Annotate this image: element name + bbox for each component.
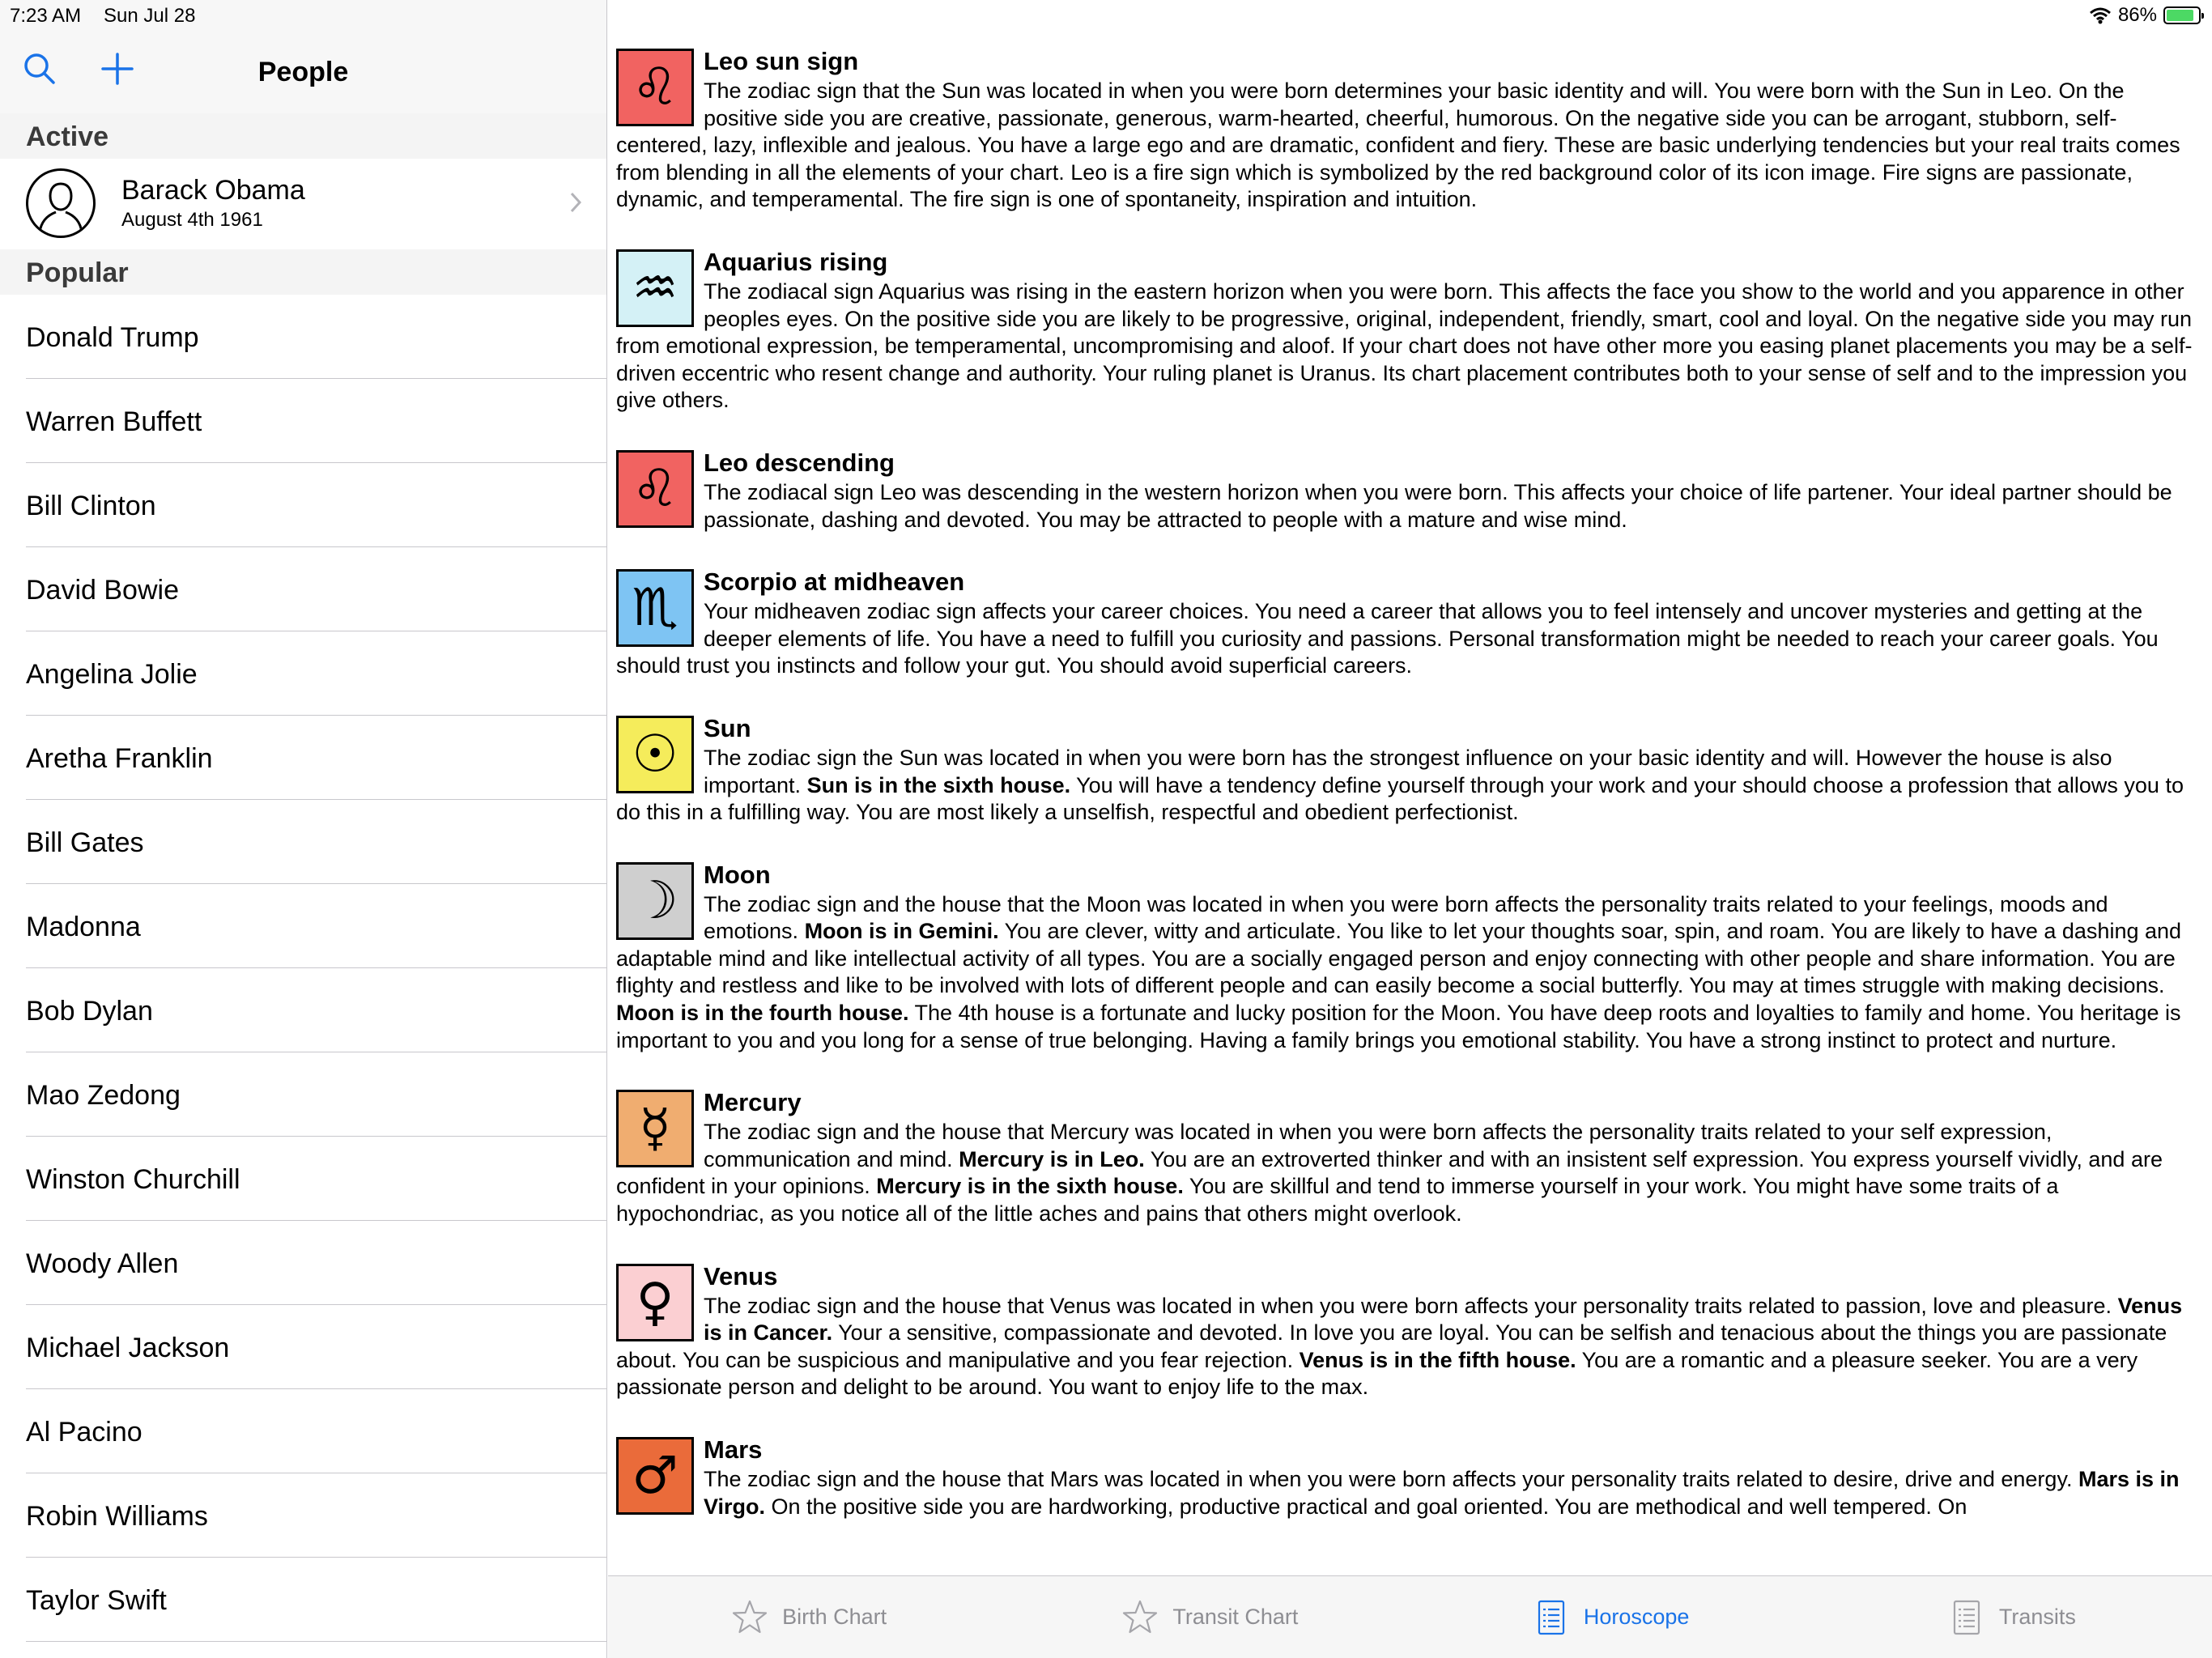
sidebar-title: People (257, 57, 349, 87)
horoscope-entry (616, 859, 2204, 1055)
horoscope-content[interactable] (608, 32, 2212, 1575)
entry-title: Sun (704, 713, 751, 742)
list-item[interactable] (0, 1558, 606, 1642)
entry-text: You are a romantic and a pleasure seeker. You are a very passionate person and delight to be around. You want to enjoy life to the max. (616, 1347, 2138, 1400)
entry-highlight: Moon is in the fourth house. (616, 1001, 909, 1026)
avatar (26, 168, 96, 238)
entry-highlight: Mars is in Virgo. (704, 1467, 2180, 1519)
entry-text: The zodiac sign and the house that the Moon was located in when you were born affects the personality traits related to your feelings, moods and emotions. (704, 891, 2108, 944)
tab-label: Birth Chart (782, 1605, 887, 1629)
tab-label: Horoscope (1583, 1605, 1690, 1629)
entry-text: The zodiac sign the Sun was located in when you were born has the strongest influence on your basic identity and will. However the house is also important. (704, 745, 2112, 797)
entry-text: The zodiac sign and the house that Venus was located in when you were born affects your personality traits related to passion, love and pleasure. (704, 1293, 2118, 1318)
tab-transit-chart[interactable] (1009, 1576, 1410, 1658)
list-item[interactable] (0, 295, 606, 379)
list-item[interactable] (0, 631, 606, 716)
active-section-header: Active (0, 113, 606, 159)
status-bar (0, 0, 2212, 32)
entry-text: You will have a tendency define yourself through your work and your should choose a profession that allows you to do this in a fulfilling way. You are most likely a unselfish, respectful and obedient perfectionist. (616, 772, 2184, 825)
leo-icon: ♌ (616, 49, 694, 126)
tab-bar (608, 1575, 2212, 1658)
tab-transits[interactable] (1811, 1576, 2212, 1658)
moon-icon: ☽ (616, 862, 694, 940)
active-person-name: Barack Obama (121, 175, 305, 206)
horoscope-entry (616, 566, 2204, 680)
person-name: Mao Zedong (26, 1080, 181, 1111)
list-icon (1532, 1598, 1571, 1637)
list-item[interactable] (0, 547, 606, 631)
person-name: Bob Dylan (26, 996, 153, 1027)
entry-highlight: Sun is in the sixth house. (806, 772, 1071, 797)
person-name: Angelina Jolie (26, 659, 198, 690)
sun-icon: ☉ (616, 716, 694, 793)
entry-text: The zodiac sign and the house that Mercury was located in when you were born affects the personality traits related to your self expression, communication and mind. (704, 1120, 2052, 1171)
mercury-icon: ☿ (616, 1090, 694, 1167)
entry-title: Aquarius rising (704, 247, 888, 276)
entry-text: Your midheaven zodiac sign affects your career choices. You need a career that allows you to feel intensely and uncover mysteries and getting at the deeper elements of life. You have a need to fulfill you curiosity and passions. Personal transformation might be needed to reach your career goals. You should trust you instincts and follow your gut. You should avoid superficial careers. (616, 599, 2159, 678)
entry-text: The zodiacal sign Leo was descending in the western horizon when you were born. This affects your choice of life partener. Your ideal partner should be passionate, dashing and devoted. You may be attracted to people with a mature and wise mind. (704, 479, 2172, 532)
list-item[interactable] (0, 1305, 606, 1389)
entry-title: Moon (704, 860, 771, 889)
list-icon (1947, 1598, 1986, 1637)
entry-title: Mercury (704, 1088, 802, 1117)
person-name: Madonna (26, 912, 141, 942)
entry-text: The zodiacal sign Aquarius was rising in the eastern horizon when you were born. This affects the face you show to the world and you apparence in other peoples eyes. On the positive side you are likely to be progressive, original, independent, friendly, smart, cool and loyal. On the negative side you may run from emotional expression, be temperamental, uncompromising and aloof. If your chart does not have other more you easing planet placements you may be a self-driven eccentric who resent change and authority. Your ruling planet is Uranus. Its chart placement contributes both to your sense of self and to the impression you give others. (616, 278, 2193, 413)
wifi-icon (2089, 6, 2112, 24)
list-item[interactable] (0, 1221, 606, 1305)
horoscope-entry (616, 246, 2204, 414)
person-name: Bill Clinton (26, 491, 156, 521)
entry-text: You are clever, witty and articulate. You like to let your thoughts soar, spin, and roam. You are likely to have a dashing and adaptable mind and like intellectual activity of all types. You are a socially engaged person and enjoy connecting with other people and share information. You are flighty and restless and like to be involved with lots of different people and can easily become a social butterfly. You may at times struggle with making decisions. (616, 919, 2182, 998)
popular-people-list (0, 295, 606, 1642)
entry-text: The 4th house is a fortunate and lucky position for the Moon. You have deep roots and loyalties to family and home. You heritage is important to you and you long for a sense of true belonging. Having a family brings you emotional stability. You have a strong instinct to protect and nurture. (616, 1001, 2181, 1052)
person-name: Taylor Swift (26, 1585, 167, 1616)
entry-highlight: Venus is in the fifth house. (1299, 1347, 1576, 1372)
horoscope-entry (616, 1261, 2204, 1401)
horoscope-entry (616, 1086, 2204, 1227)
entry-title: Leo sun sign (704, 47, 859, 75)
people-sidebar (0, 0, 607, 1658)
tab-horoscope[interactable] (1410, 1576, 1811, 1658)
list-item[interactable] (0, 968, 606, 1052)
battery-percent: 86% (2117, 4, 2157, 26)
star-icon (730, 1598, 769, 1637)
status-date: Sun Jul 28 (104, 5, 196, 27)
leo-icon: ♌ (616, 450, 694, 528)
list-item[interactable] (0, 379, 606, 463)
horoscope-entry (616, 447, 2204, 534)
entry-text: The zodiac sign and the house that Mars was located in when you were born affects your personality traits related to desire, drive and energy. (704, 1467, 2078, 1491)
entry-highlight: Mercury is in Leo. (959, 1146, 1145, 1171)
entry-highlight: Venus is in Cancer. (704, 1293, 2183, 1346)
entry-title: Mars (704, 1435, 763, 1464)
list-item[interactable] (0, 884, 606, 968)
entry-title: Scorpio at midheaven (704, 568, 965, 597)
entry-highlight: Mercury is in the sixth house. (876, 1174, 1184, 1199)
list-item[interactable] (0, 1473, 606, 1558)
venus-icon: ♀ (616, 1264, 694, 1341)
entry-text: The zodiac sign that the Sun was located in when you were born determines your basic identity and will. You were born with the Sun in Leo. On the positive side you are creative, passionate, generous, warm-hearted, cheerful, humorous. On the negative side you can be arrogant, stubborn, self-centered, lazy, inflexible and jealous. You have a large ego and are dramatic, confident and fiery. These are basic underlying tendencies but your real traits comes from blending in all the elements of your chart. Leo is a fire sign which is symbolized by the red background color of its icon image. Fire signs are passionate, dynamic, and temperamental. The fire sign is one of spontaneity, inspiration and intuition. (616, 79, 2180, 212)
person-name: Donald Trump (26, 322, 199, 353)
chevron-right-icon (569, 191, 582, 214)
entry-highlight: Moon is in Gemini. (804, 919, 999, 944)
list-item[interactable] (0, 800, 606, 884)
person-name: Robin Williams (26, 1501, 208, 1532)
tab-birth-chart[interactable] (608, 1576, 1009, 1658)
scorpio-icon: ♏ (616, 569, 694, 647)
person-name: Woody Allen (26, 1248, 179, 1279)
list-item[interactable] (0, 716, 606, 800)
status-right (2089, 4, 2201, 27)
person-name: Bill Gates (26, 827, 144, 858)
list-item[interactable] (0, 463, 606, 547)
person-silhouette-icon (28, 171, 93, 236)
entry-title: Venus (704, 1261, 778, 1290)
entry-title: Leo descending (704, 448, 895, 477)
tab-label: Transit Chart (1172, 1605, 1299, 1629)
entry-text: You are an extroverted thinker and with an insistent self expression. You express yourself vividly, and are confident in your opinions. (616, 1146, 2163, 1199)
horoscope-entry (616, 1434, 2204, 1520)
horoscope-entry (616, 45, 2204, 214)
tab-label: Transits (1998, 1605, 2076, 1629)
horoscope-entry (616, 712, 2204, 827)
list-item[interactable] (0, 1052, 606, 1137)
entry-text: On the positive side you are hardworking, productive practical and goal oriented. You are methodical and well tempered. On (765, 1494, 1967, 1519)
active-person-birthdate: August 4th 1961 (121, 209, 263, 231)
aquarius-icon: ♒ (616, 249, 694, 327)
battery-icon (2163, 6, 2201, 24)
mars-icon: ♂ (616, 1437, 694, 1515)
person-name: Warren Buffett (26, 406, 202, 437)
status-time: 7:23 AM (10, 5, 82, 27)
person-name: Michael Jackson (26, 1333, 230, 1363)
person-name: Al Pacino (26, 1417, 143, 1448)
list-item[interactable] (0, 1137, 606, 1221)
popular-section-header: Popular (0, 249, 606, 295)
entry-text: You are skillful and tend to immerse yourself in your work. You might have some traits of a hypochondriac, as you notice all of the little aches and pains that others might overlook. (616, 1174, 2059, 1226)
person-name: Aretha Franklin (26, 743, 213, 774)
active-person-row[interactable] (0, 159, 606, 249)
person-name: Winston Churchill (26, 1164, 240, 1195)
star-icon (1121, 1598, 1159, 1637)
entry-text: Your a sensitive, compassionate and devoted. In love you are loyal. You can be selfish and tenacious about the things you are passionate about. You can be suspicious and manipulative and you fear rejection. (616, 1320, 2167, 1372)
list-item[interactable] (0, 1389, 606, 1473)
person-name: David Bowie (26, 575, 179, 606)
